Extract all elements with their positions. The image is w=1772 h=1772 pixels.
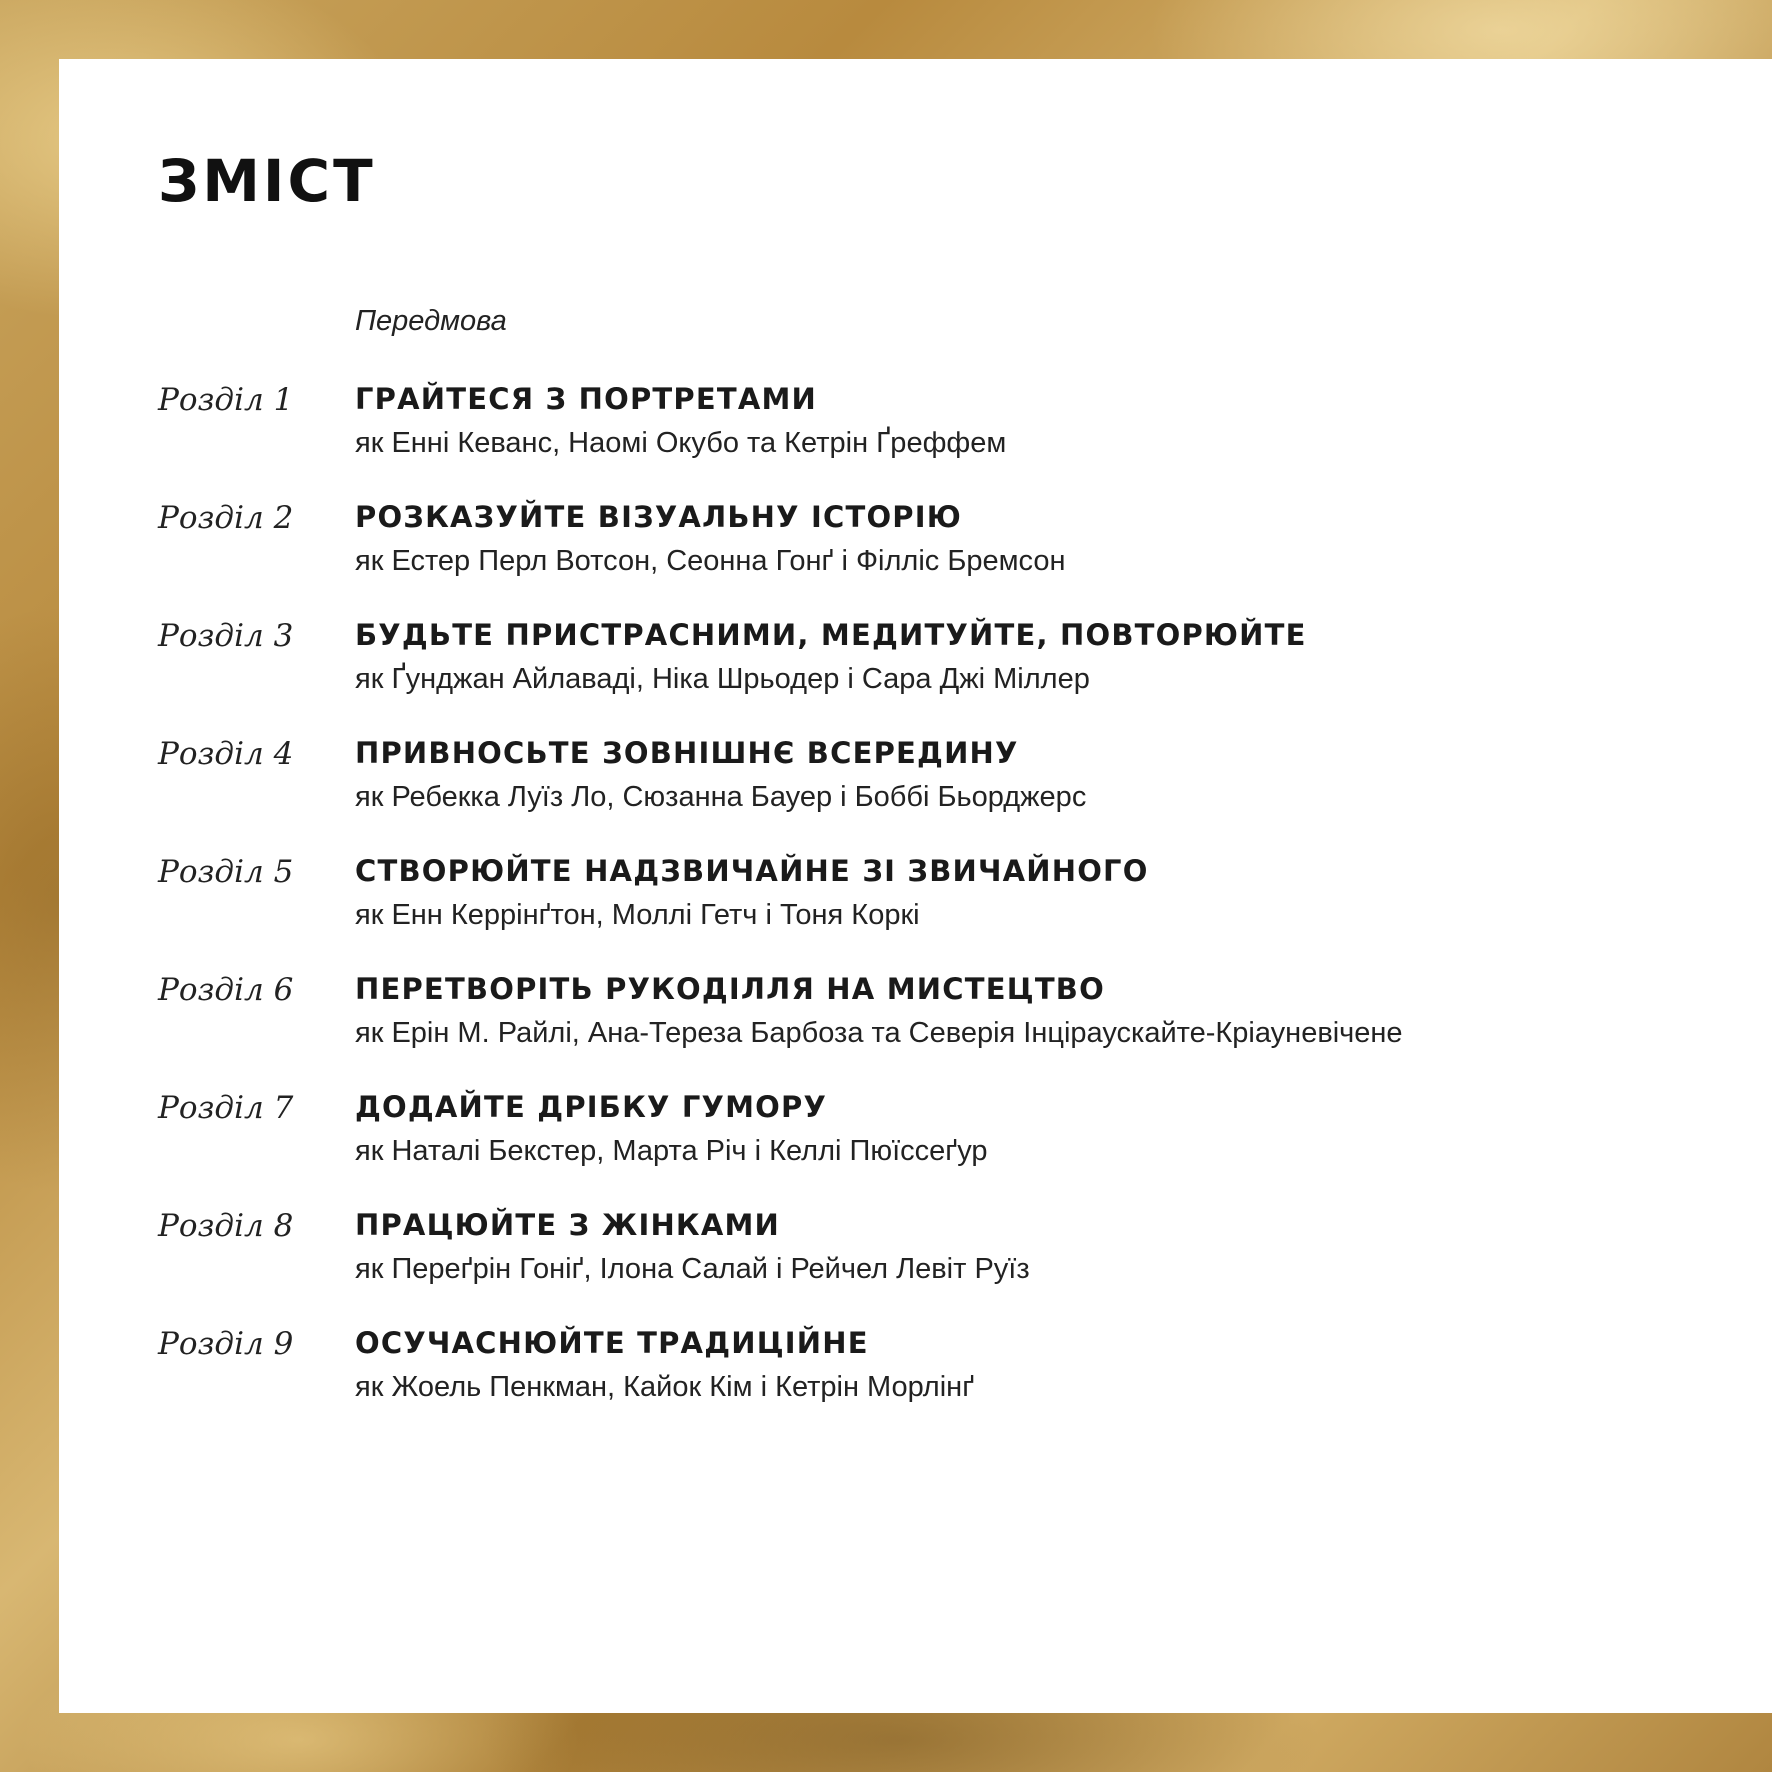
chapter-title: ОСУЧАСНЮЙТЕ ТРАДИЦІЙНЕ xyxy=(355,1326,869,1360)
toc-entry-2[interactable] xyxy=(158,500,1718,618)
chapter-authors: як Ґунджан Айлаваді, Ніка Шрьодер і Сара Джі Міллер xyxy=(355,663,1090,695)
chapter-label: Розділ 4 xyxy=(158,736,294,772)
toc-entry-1[interactable] xyxy=(158,382,1718,500)
chapter-title: ДОДАЙТЕ ДРІБКУ ГУМОРУ xyxy=(355,1090,828,1124)
chapter-authors: як Жоель Пенкман, Кайок Кім і Кетрін Морлінґ xyxy=(355,1371,975,1403)
chapter-label: Розділ 2 xyxy=(158,500,294,536)
toc-entry-6[interactable] xyxy=(158,972,1718,1090)
chapter-label: Розділ 6 xyxy=(158,972,294,1008)
chapter-label: Розділ 1 xyxy=(158,382,294,418)
chapter-title: ПЕРЕТВОРІТЬ РУКОДІЛЛЯ НА МИСТЕЦТВО xyxy=(355,972,1105,1006)
chapter-label: Розділ 5 xyxy=(158,854,294,890)
toc-entry-9[interactable] xyxy=(158,1326,1718,1444)
chapter-label: Розділ 3 xyxy=(158,618,294,654)
chapter-title: РОЗКАЗУЙТЕ ВІЗУАЛЬНУ ІСТОРІЮ xyxy=(355,500,962,534)
chapter-title: ПРАЦЮЙТЕ З ЖІНКАМИ xyxy=(355,1208,781,1242)
chapter-title: БУДЬТЕ ПРИСТРАСНИМИ, МЕДИТУЙТЕ, ПОВТОРЮЙТЕ xyxy=(355,618,1307,652)
chapter-authors: як Енні Кеванс, Наомі Окубо та Кетрін Ґреффем xyxy=(355,427,1007,459)
chapter-title: ГРАЙТЕСЯ З ПОРТРЕТАМИ xyxy=(355,382,818,416)
chapter-authors: як Ребекка Луїз Ло, Сюзанна Бауер і Боббі Бьорджерс xyxy=(355,781,1087,813)
chapter-label: Розділ 9 xyxy=(158,1326,294,1362)
preface-link[interactable]: Передмова xyxy=(355,305,507,337)
toc-entry-4[interactable] xyxy=(158,736,1718,854)
chapter-title: ПРИВНОСЬТЕ ЗОВНІШНЄ ВСЕРЕДИНУ xyxy=(355,736,1019,770)
chapter-title: СТВОРЮЙТЕ НАДЗВИЧАЙНЕ ЗІ ЗВИЧАЙНОГО xyxy=(355,854,1149,888)
toc-entry-3[interactable] xyxy=(158,618,1718,736)
chapter-label: Розділ 8 xyxy=(158,1208,294,1244)
toc-entry-8[interactable] xyxy=(158,1208,1718,1326)
toc-entry-7[interactable] xyxy=(158,1090,1718,1208)
contents-page xyxy=(59,59,1772,1713)
chapter-authors: як Наталі Бекстер, Марта Річ і Келлі Пюїссеґур xyxy=(355,1135,988,1167)
chapter-label: Розділ 7 xyxy=(158,1090,294,1126)
chapter-authors: як Естер Перл Вотсон, Сеонна Гонґ і Філліс Бремсон xyxy=(355,545,1066,577)
table-of-contents xyxy=(158,382,1718,1444)
page-title: ЗМІСТ xyxy=(158,147,376,215)
chapter-authors: як Енн Керрінґтон, Моллі Гетч і Тоня Коркі xyxy=(355,899,920,931)
toc-entry-5[interactable] xyxy=(158,854,1718,972)
chapter-authors: як Переґрін Гоніґ, Ілона Салай і Рейчел Левіт Руїз xyxy=(355,1253,1030,1285)
chapter-authors: як Ерін М. Райлі, Ана-Тереза Барбоза та Северія Інціраускайте-Кріауневічене xyxy=(355,1017,1403,1049)
